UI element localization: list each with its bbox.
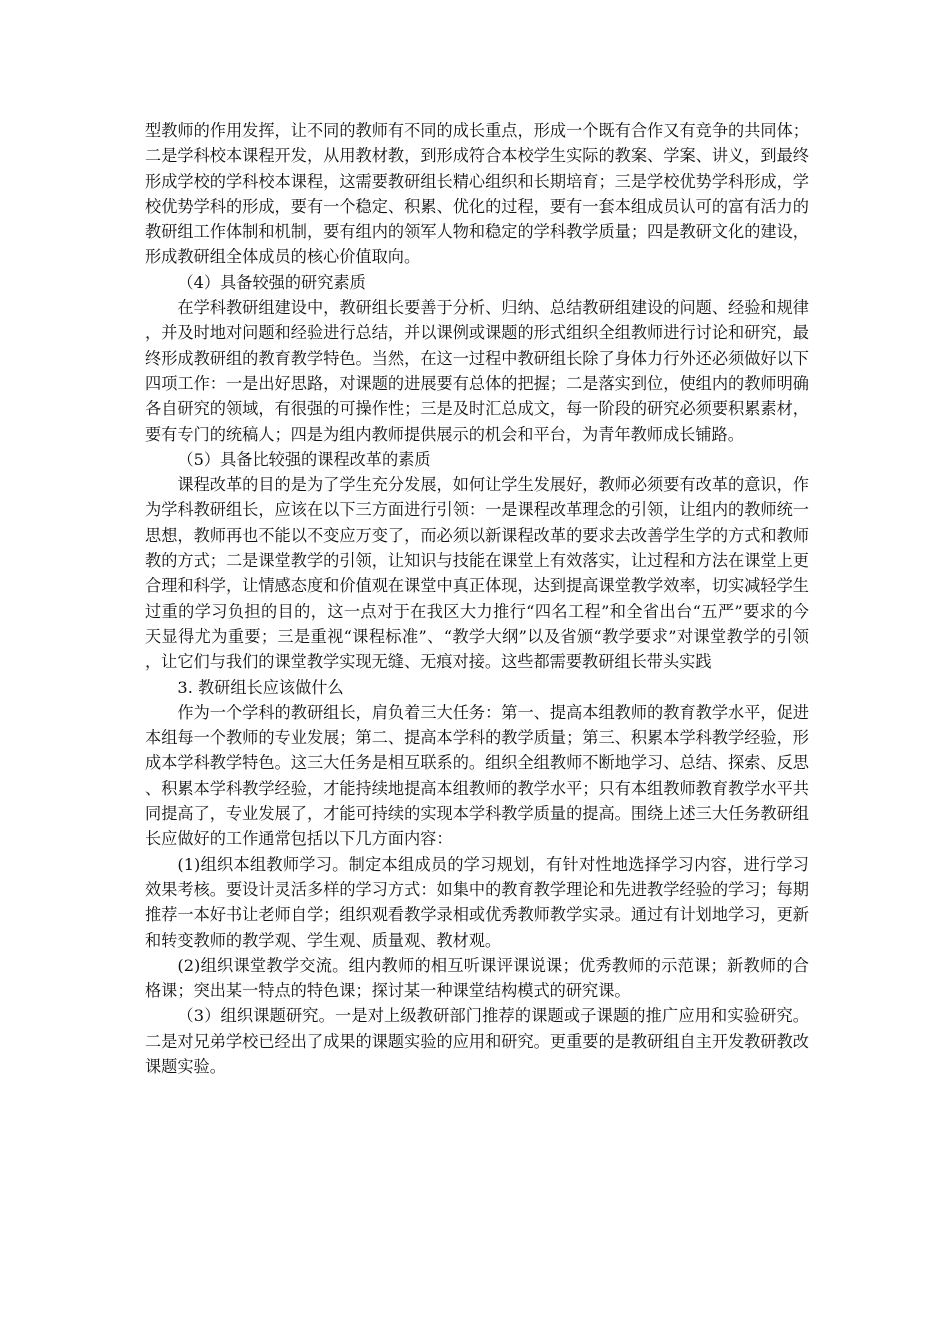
paragraph-continuation: 型教师的作用发挥，让不同的教师有不同的成长重点，形成一个既有合作又有竞争的共同体；二是学科校本课程开发，从用教材教，到形成符合本校学生实际的教案、学案、讲义，到最终形成学校的学科校本课程，这需要教研组长精心组织和长期培育；三是学校优势学科形成，学校优势学科的形成，要有一个稳定、积累、优化的过程，要有一套本组成员认可的富有活力的教研组工作体制和机制，要有组内的领军人物和稳定的学科教学质量；四是教研文化的建设，形成教研组全体成员的核心价值取向。 xyxy=(145,121,809,267)
section-heading-research-quality: （4）具备较强的研究素质 xyxy=(177,272,366,292)
paragraph-curriculum-reform: 课程改革的目的是为了学生充分发展，如何让学生发展好，教师必须要有改革的意识，作为学科教研组长，应该在以下三方面进行引领：一是课程改革理念的引领，让组内的教师统一思想，教师再也不能以不变应万变了，而必须以新课程改革的要求去改善学生学的方式和教师教的方式；二是课堂教学的引领，让知识与技能在课堂上有效落实，让过程和方法在课堂上更合理和科学，让情感态度和价值观在课堂中真正体现，达到提高课堂教学效率，切实减轻学生过重的学习负担的目的，这一点对于在我区大力推行“四名工程”和全省出台“五严”要求的今天显得尤为重要；三是重视“课程标准”、“教学大纲”以及省颁“教学要求”对课堂教学的引领，让它们与我们的课堂教学实现无缝、无痕对接。这些都需要教研组长带头实践 xyxy=(145,475,809,672)
document-body xyxy=(145,118,809,1079)
paragraph-item-2-exchange: (2)组织课堂教学交流。组内教师的相互听课评课说课；优秀教师的示范课；新教师的合格课；突出某一特点的特色课；探讨某一种课堂结构模式的研究课。 xyxy=(145,955,809,1001)
paragraph-research: 在学科教研组建设中，教研组长要善于分析、归纳、总结教研组建设的问题、经验和规律，并及时地对问题和经验进行总结，并以课例或课题的形式组织全组教师进行讨论和研究，最终形成教研组的教育教学特色。当然，在这一过程中教研组长除了身体力行外还必须做好以下四项工作：一是出好思路，对课题的进展要有总体的把握；二是落实到位，使组内的教师明确各自研究的领域，有很强的可操作性；三是及时汇总成文，每一阶段的研究必须要积累素材，要有专门的统稿人；四是为组内教师提供展示的机会和平台，为青年教师成长铺路。 xyxy=(145,298,809,444)
paragraph-three-tasks: 作为一个学科的教研组长，肩负着三大任务：第一、提高本组教师的教育教学水平，促进本组每一个教师的专业发展；第二、提高本学科的教学质量；第三、积累本学科教学经验，形成本学科教学特色。这三大任务是相互联系的。组织全组教师不断地学习、总结、探索、反思、积累本学科教学经验，才能持续地提高本组教师的教学水平；只有本组教师教育教学水平共同提高了，专业发展了，才能可持续的实现本学科教学质量的提高。围绕上述三大任务教研组长应做好的工作通常包括以下几方面内容： xyxy=(145,702,809,849)
section-heading-what-to-do: 3. 教研组长应该做什么 xyxy=(177,677,344,697)
paragraph-item-1-study: (1)组织本组教师学习。制定本组成员的学习规划，有针对性地选择学习内容，进行学习效果考核。要设计灵活多样的学习方式：如集中的教育教学理论和先进教学经验的学习；每期推荐一本好书让老师自学；组织观看教学录相或优秀教师教学实录。通过有计划地学习，更新和转变教师的教学观、学生观、质量观、教材观。 xyxy=(145,854,809,950)
section-heading-curriculum-reform: （5）具备比较强的课程改革的素质 xyxy=(177,449,431,469)
paragraph-item-3-research: （3）组织课题研究。一是对上级教研部门推荐的课题或子课题的推广应用和实验研究。二是对兄弟学校已经出了成果的课题实验的应用和研究。更重要的是教研组自主开发教研教改课题实验。 xyxy=(145,1006,809,1076)
